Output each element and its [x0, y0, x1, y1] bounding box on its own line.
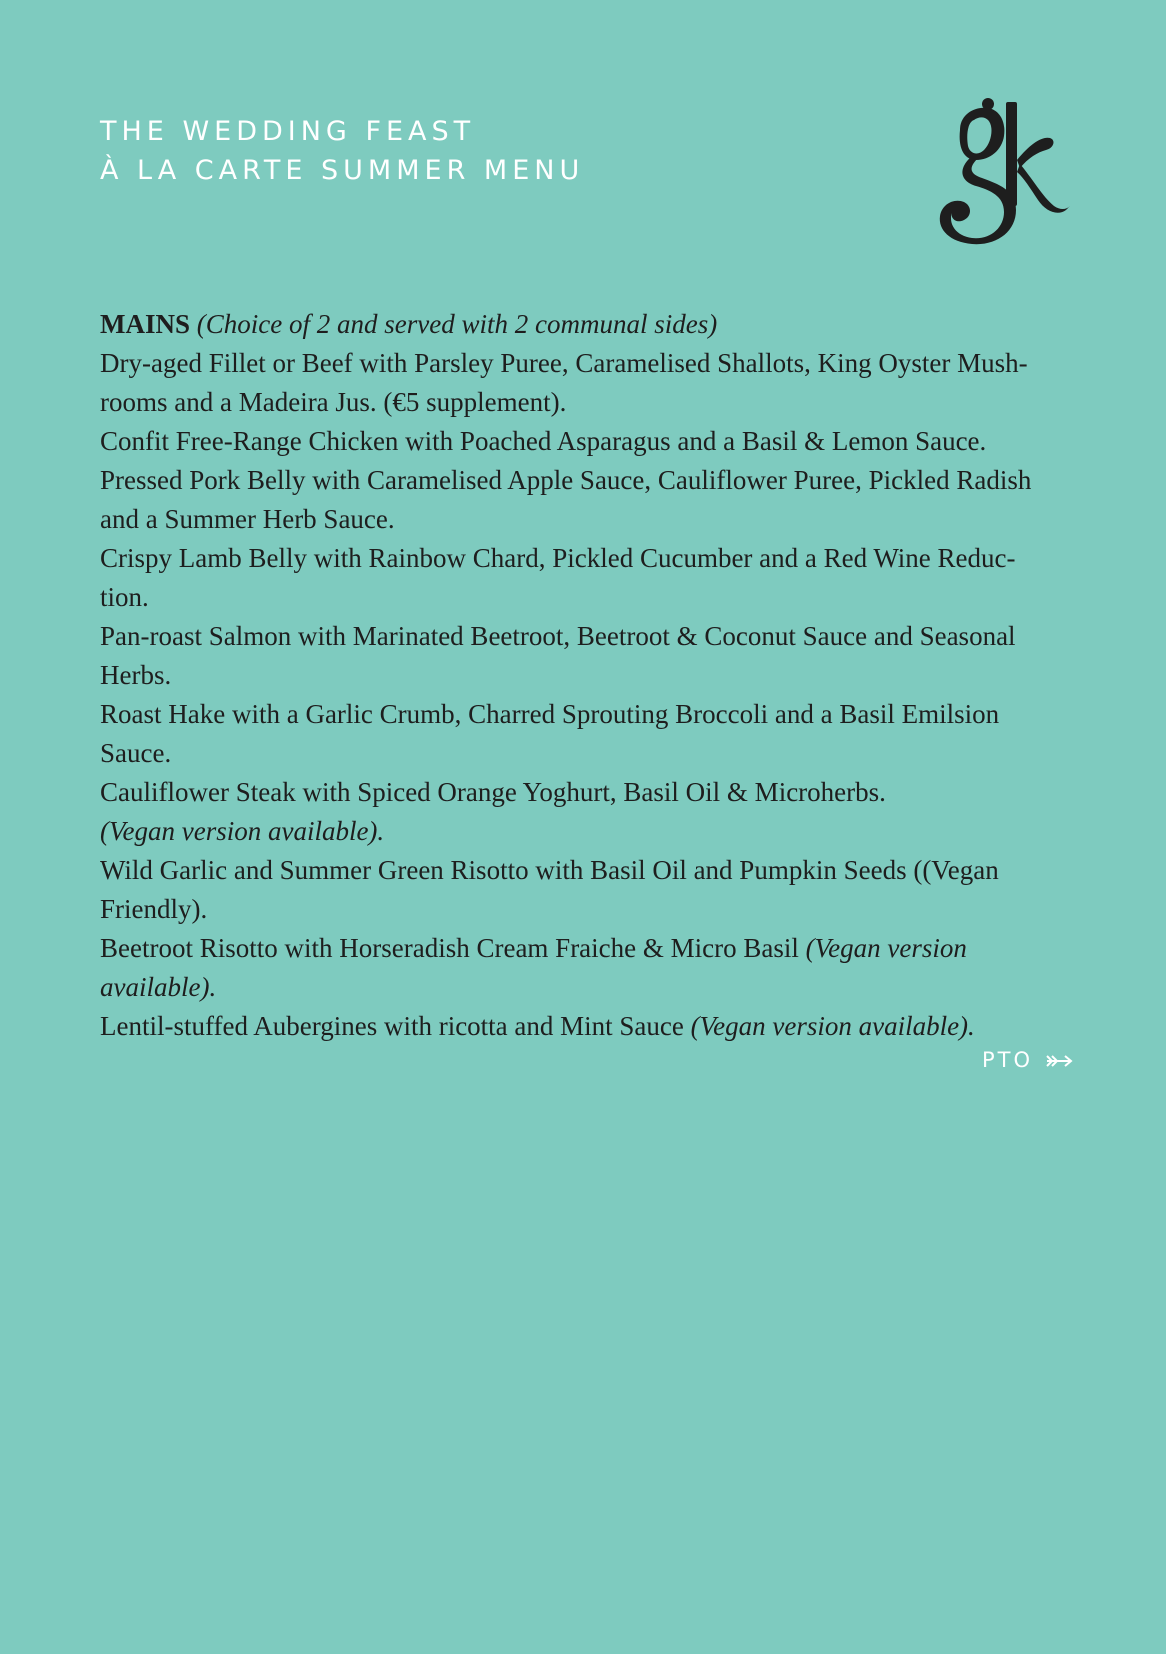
pto-indicator	[982, 1048, 1073, 1072]
menu-item	[100, 539, 1060, 617]
menu-item	[100, 812, 1060, 851]
menu-item	[100, 344, 1060, 422]
menu-item	[100, 929, 1060, 1007]
menu-item	[100, 773, 1060, 812]
mains-subtitle: (Choice of 2 and served with 2 communal sides)	[196, 309, 718, 339]
menu-item	[100, 422, 1060, 461]
gk-monogram-logo	[920, 92, 1070, 252]
menu-item-text: Confit Free-Range Chicken with Poached Asparagus and a Basil & Lemon Sauce.	[100, 426, 987, 456]
mains-title: MAINS	[100, 309, 191, 339]
menu-item-text: Pan-roast Salmon with Marinated Beetroot, Beetroot & Coconut Sauce and Seasonal Herbs.	[100, 621, 1016, 690]
mains-heading-line	[100, 305, 1060, 344]
menu-item-note: (Vegan version available).	[100, 816, 385, 846]
menu-item	[100, 461, 1060, 539]
menu-item	[100, 617, 1060, 695]
menu-item-text: Wild Garlic and Summer Green Risotto with Basil Oil and Pumpkin Seeds ((Vegan Friendly).	[100, 855, 999, 924]
menu-item-text: Lentil-stuffed Aubergines with ricotta and Mint Sauce	[100, 1011, 691, 1041]
menu-header	[100, 112, 584, 190]
menu-item-text: Cauliflower Steak with Spiced Orange Yoghurt, Basil Oil & Microherbs.	[100, 777, 886, 807]
pto-label: PTO	[982, 1048, 1034, 1072]
menu-item-note: (Vegan version available).	[690, 1011, 975, 1041]
menu-item	[100, 851, 1060, 929]
header-subtitle: À LA CARTE SUMMER MENU	[100, 155, 585, 186]
menu-item-text: Crispy Lamb Belly with Rainbow Chard, Pickled Cucumber and a Red Wine Reduc- tion.	[100, 543, 1016, 612]
menu-item-text: Roast Hake with a Garlic Crumb, Charred Sprouting Broccoli and a Basil Emilsion Sauce.	[100, 699, 1000, 768]
menu-item-text: Pressed Pork Belly with Caramelised Apple Sauce, Cauliflower Puree, Pickled Radish and a Summer Herb Sauce.	[100, 465, 1032, 534]
menu-item-text: Dry-aged Fillet or Beef with Parsley Puree, Caramelised Shallots, King Oyster Mush- rooms and a Madeira Jus. (€5 supplement).	[100, 348, 1028, 417]
menu-item-note: (Vegan version available).	[100, 933, 967, 1002]
menu-item	[100, 1007, 1060, 1046]
menu-item-text: Beetroot Risotto with Horseradish Cream Fraiche & Micro Basil	[100, 933, 806, 963]
header-title: THE WEDDING FEAST	[100, 116, 476, 147]
menu-item	[100, 695, 1060, 773]
arrow-right-icon	[1045, 1054, 1073, 1068]
mains-section	[100, 305, 1060, 1046]
